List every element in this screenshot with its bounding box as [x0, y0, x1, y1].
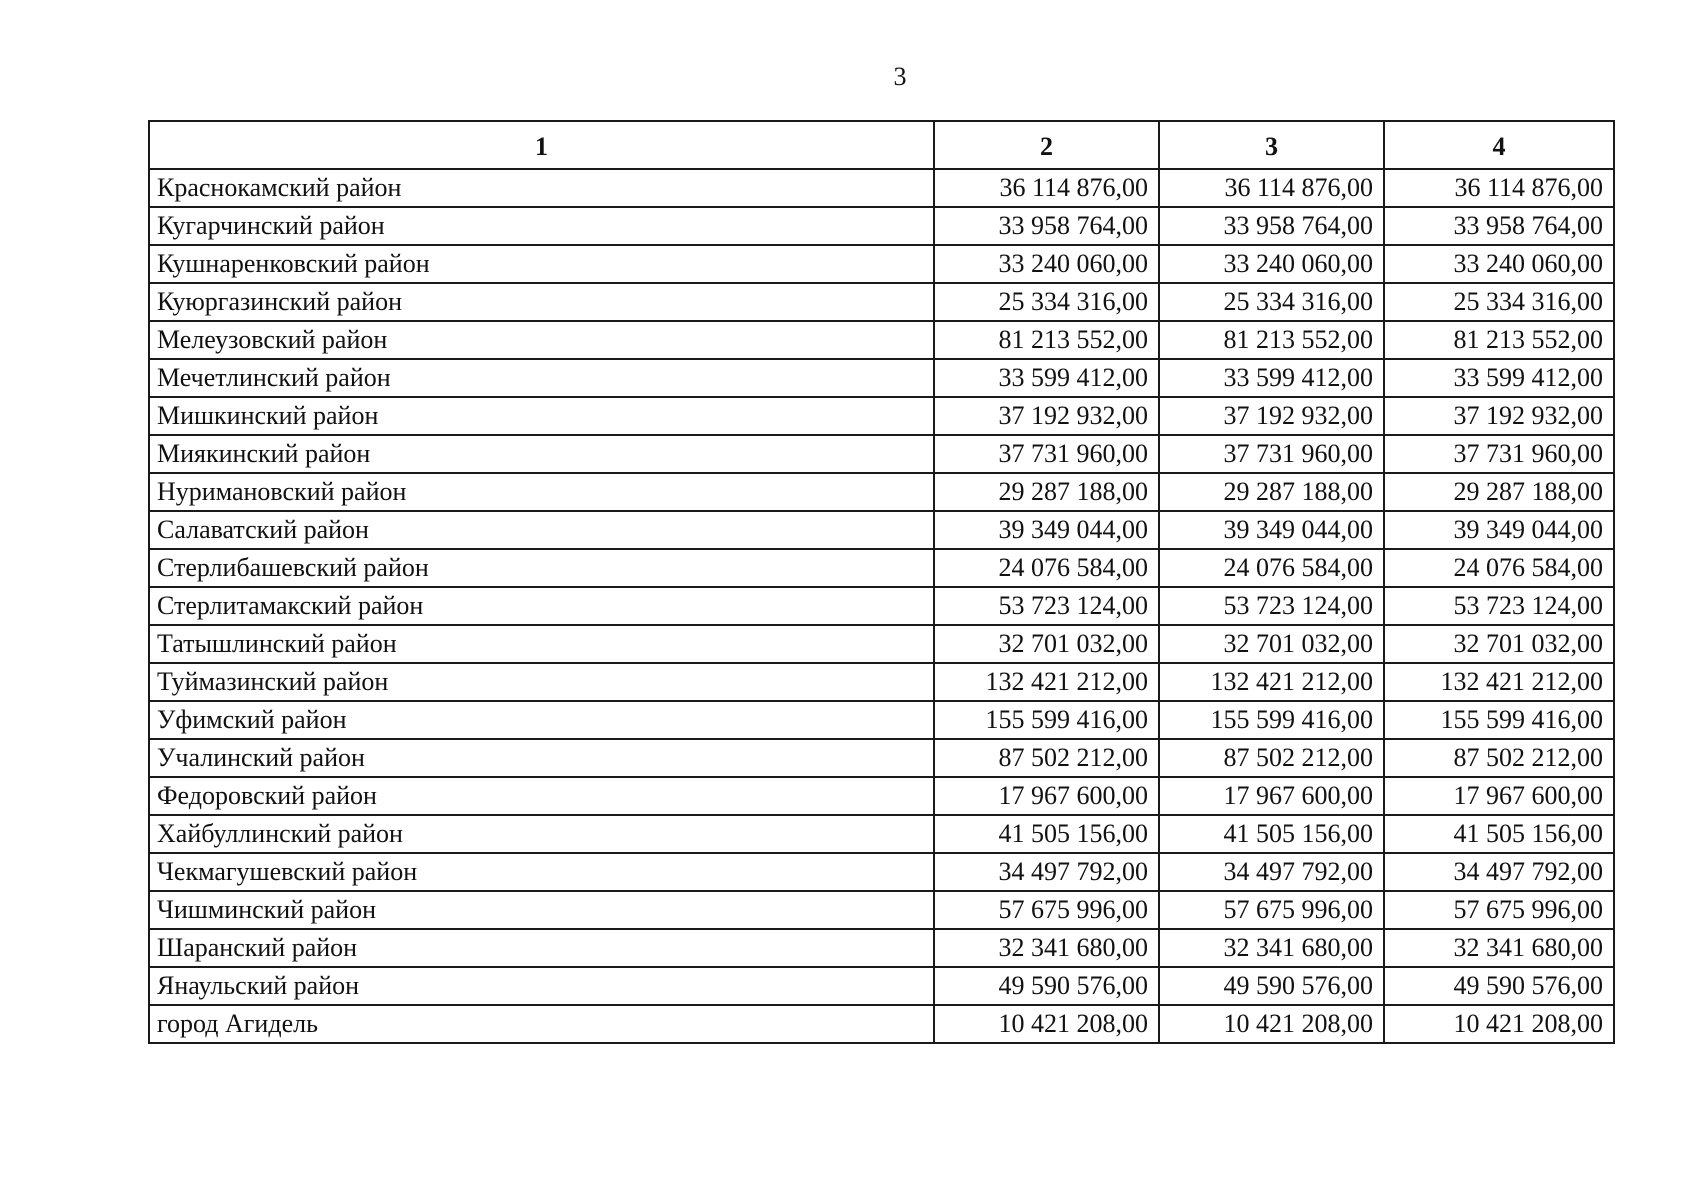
- district-name-cell: Стерлитамакский район: [149, 587, 934, 625]
- district-name-cell: Салаватский район: [149, 511, 934, 549]
- table-row: [149, 435, 1614, 473]
- value-cell-col3: 36 114 876,00: [1159, 169, 1384, 207]
- value-cell-col4: 37 192 932,00: [1384, 397, 1614, 435]
- table-row: [149, 169, 1614, 207]
- header-row: [149, 121, 1614, 169]
- table-row: [149, 283, 1614, 321]
- table-row: [149, 967, 1614, 1005]
- value-cell-col3: 33 599 412,00: [1159, 359, 1384, 397]
- table-row: [149, 245, 1614, 283]
- district-name-cell: Кугарчинский район: [149, 207, 934, 245]
- value-cell-col3: 87 502 212,00: [1159, 739, 1384, 777]
- table-row: [149, 511, 1614, 549]
- table-row: [149, 321, 1614, 359]
- value-cell-col2: 25 334 316,00: [934, 283, 1159, 321]
- district-name-cell: Кушнаренковский район: [149, 245, 934, 283]
- value-cell-col3: 155 599 416,00: [1159, 701, 1384, 739]
- column-header-4: 4: [1384, 121, 1614, 169]
- value-cell-col3: 53 723 124,00: [1159, 587, 1384, 625]
- value-cell-col2: 155 599 416,00: [934, 701, 1159, 739]
- value-cell-col4: 37 731 960,00: [1384, 435, 1614, 473]
- district-name-cell: Мечетлинский район: [149, 359, 934, 397]
- value-cell-col3: 41 505 156,00: [1159, 815, 1384, 853]
- value-cell-col4: 32 701 032,00: [1384, 625, 1614, 663]
- value-cell-col3: 57 675 996,00: [1159, 891, 1384, 929]
- district-name-cell: Чекмагушевский район: [149, 853, 934, 891]
- value-cell-col4: 155 599 416,00: [1384, 701, 1614, 739]
- table-row: [149, 549, 1614, 587]
- value-cell-col3: 49 590 576,00: [1159, 967, 1384, 1005]
- district-name-cell: Краснокамский район: [149, 169, 934, 207]
- district-name-cell: Куюргазинский район: [149, 283, 934, 321]
- value-cell-col3: 132 421 212,00: [1159, 663, 1384, 701]
- table-header: [149, 121, 1614, 169]
- table-row: [149, 701, 1614, 739]
- district-name-cell: Мелеузовский район: [149, 321, 934, 359]
- district-name-cell: Татышлинский район: [149, 625, 934, 663]
- district-name-cell: Федоровский район: [149, 777, 934, 815]
- value-cell-col2: 49 590 576,00: [934, 967, 1159, 1005]
- value-cell-col2: 81 213 552,00: [934, 321, 1159, 359]
- table-row: [149, 663, 1614, 701]
- value-cell-col3: 34 497 792,00: [1159, 853, 1384, 891]
- value-cell-col2: 53 723 124,00: [934, 587, 1159, 625]
- table-row: [149, 397, 1614, 435]
- value-cell-col4: 53 723 124,00: [1384, 587, 1614, 625]
- value-cell-col2: 37 731 960,00: [934, 435, 1159, 473]
- value-cell-col4: 87 502 212,00: [1384, 739, 1614, 777]
- table-row: [149, 929, 1614, 967]
- value-cell-col4: 81 213 552,00: [1384, 321, 1614, 359]
- column-header-3: 3: [1159, 121, 1384, 169]
- value-cell-col2: 57 675 996,00: [934, 891, 1159, 929]
- table-row: [149, 625, 1614, 663]
- district-name-cell: Янаульский район: [149, 967, 934, 1005]
- value-cell-col3: 10 421 208,00: [1159, 1005, 1384, 1043]
- table-row: [149, 473, 1614, 511]
- allocation-table: [148, 120, 1615, 1044]
- table-row: [149, 739, 1614, 777]
- value-cell-col3: 24 076 584,00: [1159, 549, 1384, 587]
- value-cell-col4: 33 599 412,00: [1384, 359, 1614, 397]
- value-cell-col2: 24 076 584,00: [934, 549, 1159, 587]
- value-cell-col3: 25 334 316,00: [1159, 283, 1384, 321]
- value-cell-col4: 36 114 876,00: [1384, 169, 1614, 207]
- table-row: [149, 1005, 1614, 1043]
- district-name-cell: Уфимский район: [149, 701, 934, 739]
- page-number: 3: [893, 62, 907, 91]
- table-row: [149, 587, 1614, 625]
- table-row: [149, 777, 1614, 815]
- value-cell-col2: 34 497 792,00: [934, 853, 1159, 891]
- value-cell-col3: 81 213 552,00: [1159, 321, 1384, 359]
- value-cell-col2: 39 349 044,00: [934, 511, 1159, 549]
- value-cell-col4: 57 675 996,00: [1384, 891, 1614, 929]
- value-cell-col2: 36 114 876,00: [934, 169, 1159, 207]
- district-name-cell: Туймазинский район: [149, 663, 934, 701]
- value-cell-col2: 33 240 060,00: [934, 245, 1159, 283]
- value-cell-col4: 10 421 208,00: [1384, 1005, 1614, 1043]
- value-cell-col2: 17 967 600,00: [934, 777, 1159, 815]
- value-cell-col4: 132 421 212,00: [1384, 663, 1614, 701]
- value-cell-col3: 32 701 032,00: [1159, 625, 1384, 663]
- value-cell-col3: 37 192 932,00: [1159, 397, 1384, 435]
- district-name-cell: город Агидель: [149, 1005, 934, 1043]
- table-row: [149, 853, 1614, 891]
- district-name-cell: Чишминский район: [149, 891, 934, 929]
- value-cell-col3: 29 287 188,00: [1159, 473, 1384, 511]
- value-cell-col4: 32 341 680,00: [1384, 929, 1614, 967]
- column-header-1: 1: [149, 121, 934, 169]
- value-cell-col4: 25 334 316,00: [1384, 283, 1614, 321]
- district-name-cell: Учалинский район: [149, 739, 934, 777]
- value-cell-col2: 32 701 032,00: [934, 625, 1159, 663]
- value-cell-col3: 33 240 060,00: [1159, 245, 1384, 283]
- value-cell-col3: 37 731 960,00: [1159, 435, 1384, 473]
- value-cell-col3: 17 967 600,00: [1159, 777, 1384, 815]
- value-cell-col2: 37 192 932,00: [934, 397, 1159, 435]
- value-cell-col2: 33 958 764,00: [934, 207, 1159, 245]
- value-cell-col4: 34 497 792,00: [1384, 853, 1614, 891]
- value-cell-col2: 132 421 212,00: [934, 663, 1159, 701]
- table-row: [149, 891, 1614, 929]
- district-name-cell: Мишкинский район: [149, 397, 934, 435]
- table-row: [149, 359, 1614, 397]
- value-cell-col4: 33 240 060,00: [1384, 245, 1614, 283]
- value-cell-col4: 24 076 584,00: [1384, 549, 1614, 587]
- value-cell-col3: 39 349 044,00: [1159, 511, 1384, 549]
- value-cell-col2: 33 599 412,00: [934, 359, 1159, 397]
- value-cell-col4: 29 287 188,00: [1384, 473, 1614, 511]
- value-cell-col2: 10 421 208,00: [934, 1005, 1159, 1043]
- district-name-cell: Миякинский район: [149, 435, 934, 473]
- column-header-2: 2: [934, 121, 1159, 169]
- value-cell-col3: 33 958 764,00: [1159, 207, 1384, 245]
- district-name-cell: Хайбуллинский район: [149, 815, 934, 853]
- table-row: [149, 207, 1614, 245]
- value-cell-col4: 17 967 600,00: [1384, 777, 1614, 815]
- value-cell-col4: 41 505 156,00: [1384, 815, 1614, 853]
- district-name-cell: Нуримановский район: [149, 473, 934, 511]
- value-cell-col3: 32 341 680,00: [1159, 929, 1384, 967]
- value-cell-col2: 41 505 156,00: [934, 815, 1159, 853]
- value-cell-col4: 33 958 764,00: [1384, 207, 1614, 245]
- value-cell-col2: 32 341 680,00: [934, 929, 1159, 967]
- table-body: [149, 169, 1614, 1043]
- value-cell-col2: 29 287 188,00: [934, 473, 1159, 511]
- table-row: [149, 815, 1614, 853]
- value-cell-col2: 87 502 212,00: [934, 739, 1159, 777]
- district-name-cell: Шаранский район: [149, 929, 934, 967]
- district-name-cell: Стерлибашевский район: [149, 549, 934, 587]
- value-cell-col4: 39 349 044,00: [1384, 511, 1614, 549]
- value-cell-col4: 49 590 576,00: [1384, 967, 1614, 1005]
